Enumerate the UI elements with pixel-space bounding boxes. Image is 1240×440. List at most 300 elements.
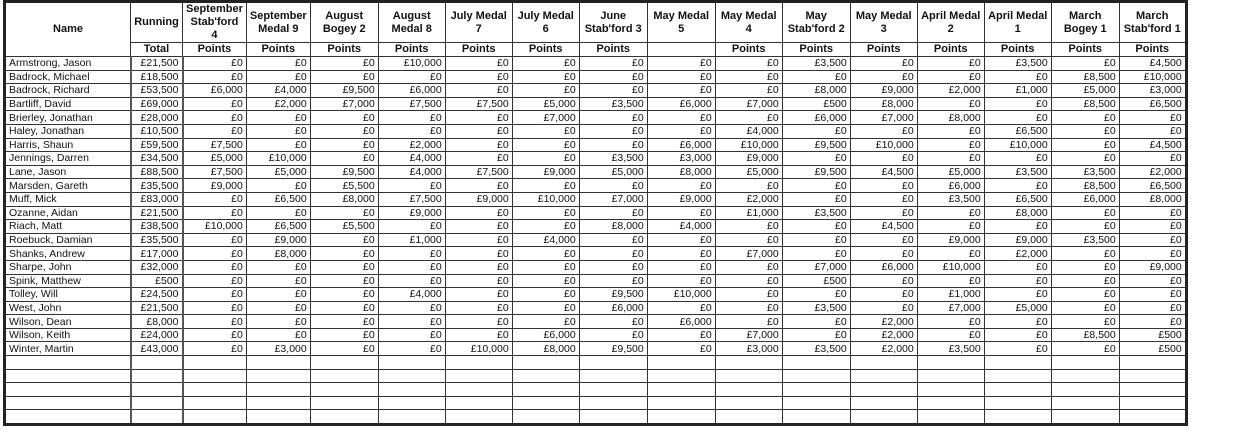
points-cell[interactable]: £0 [378,70,445,84]
points-cell[interactable]: £0 [1119,111,1186,125]
points-cell[interactable]: £0 [579,70,647,84]
points-cell[interactable]: £0 [445,70,512,84]
player-name-cell[interactable]: Ozanne, Aidan [5,206,131,220]
points-cell[interactable]: £3,500 [782,206,850,220]
points-cell[interactable]: £0 [183,233,247,247]
points-cell[interactable]: £9,500 [310,84,378,98]
points-cell[interactable]: £2,000 [378,138,445,152]
player-name-cell[interactable]: Riach, Matt [5,220,131,234]
empty-cell[interactable] [378,396,445,410]
player-name-cell[interactable]: Muff, Mick [5,192,131,206]
empty-cell[interactable] [579,369,647,383]
empty-cell[interactable] [579,356,647,370]
points-cell[interactable]: £0 [445,315,512,329]
points-cell[interactable]: £0 [850,274,917,288]
points-cell[interactable]: £0 [246,70,310,84]
points-cell[interactable]: £0 [378,179,445,193]
player-name-cell[interactable]: Brierley, Jonathan [5,111,131,125]
points-cell[interactable]: £0 [183,315,247,329]
points-cell[interactable]: £0 [310,328,378,342]
points-cell[interactable]: £10,000 [246,152,310,166]
points-cell[interactable]: £0 [984,274,1051,288]
points-cell[interactable]: £0 [512,138,579,152]
points-cell[interactable]: £4,500 [850,220,917,234]
points-cell[interactable]: £8,500 [1051,97,1119,111]
points-cell[interactable]: £1,000 [378,233,445,247]
player-name-cell[interactable]: Shanks, Andrew [5,247,131,261]
points-cell[interactable]: £0 [917,206,984,220]
player-name-cell[interactable]: Haley, Jonathan [5,124,131,138]
player-name-cell[interactable]: Spink, Matthew [5,274,131,288]
points-cell[interactable]: £0 [647,84,715,98]
points-cell[interactable]: £0 [647,57,715,71]
points-cell[interactable]: £8,500 [1051,328,1119,342]
points-cell[interactable]: £0 [445,301,512,315]
column-header-event[interactable]: May Stab'ford 2 [782,2,850,43]
column-header-event[interactable]: June Stab'ford 3 [579,2,647,43]
empty-cell[interactable] [310,410,378,425]
points-cell[interactable]: £0 [579,260,647,274]
points-cell[interactable]: £10,000 [850,138,917,152]
points-cell[interactable]: £0 [378,328,445,342]
points-cell[interactable]: £0 [715,57,782,71]
points-cell[interactable]: £7,000 [715,97,782,111]
empty-cell[interactable] [579,410,647,425]
empty-cell[interactable] [647,410,715,425]
points-cell[interactable]: £0 [310,274,378,288]
points-cell[interactable]: £0 [445,206,512,220]
points-cell[interactable]: £7,000 [850,111,917,125]
running-total-cell[interactable]: £38,500 [131,220,183,234]
points-cell[interactable]: £0 [850,233,917,247]
points-cell[interactable]: £0 [1119,152,1186,166]
points-cell[interactable]: £2,000 [984,247,1051,261]
player-name-cell[interactable]: Badrock, Richard [5,84,131,98]
points-cell[interactable]: £0 [782,70,850,84]
points-cell[interactable]: £0 [917,247,984,261]
points-cell[interactable]: £6,500 [984,124,1051,138]
points-cell[interactable]: £0 [579,247,647,261]
points-cell[interactable]: £7,500 [183,138,247,152]
column-header-event[interactable]: March Stab'ford 1 [1119,2,1186,43]
points-cell[interactable]: £0 [782,288,850,302]
points-cell[interactable]: £1,000 [984,84,1051,98]
points-cell[interactable]: £7,500 [183,165,247,179]
empty-cell[interactable] [1051,396,1119,410]
points-cell[interactable]: £7,000 [917,301,984,315]
points-cell[interactable]: £2,000 [1119,165,1186,179]
points-cell[interactable]: £6,000 [917,179,984,193]
points-cell[interactable]: £3,500 [782,342,850,356]
points-cell[interactable]: £0 [917,328,984,342]
empty-cell[interactable] [1119,396,1186,410]
points-cell[interactable]: £3,000 [246,342,310,356]
points-cell[interactable]: £10,000 [715,138,782,152]
points-cell[interactable]: £0 [310,288,378,302]
points-cell[interactable]: £0 [246,138,310,152]
points-cell[interactable]: £4,000 [246,84,310,98]
points-cell[interactable]: £9,000 [1119,260,1186,274]
points-cell[interactable]: £0 [647,124,715,138]
points-cell[interactable]: £0 [1119,315,1186,329]
points-cell[interactable]: £3,500 [917,192,984,206]
points-cell[interactable]: £0 [378,342,445,356]
points-cell[interactable]: £0 [715,315,782,329]
points-cell[interactable]: £0 [579,138,647,152]
points-cell[interactable]: £7,000 [715,247,782,261]
points-cell[interactable]: £0 [917,220,984,234]
points-cell[interactable]: £0 [1051,288,1119,302]
column-subheader-points[interactable]: Points [246,43,310,57]
column-header-event[interactable]: May Medal 5 [647,2,715,43]
points-cell[interactable]: £0 [1051,220,1119,234]
points-cell[interactable]: £8,000 [647,165,715,179]
points-cell[interactable]: £0 [850,247,917,261]
empty-cell[interactable] [917,410,984,425]
points-cell[interactable]: £0 [445,328,512,342]
points-cell[interactable]: £0 [1119,220,1186,234]
points-cell[interactable]: £3,000 [1119,84,1186,98]
points-cell[interactable]: £0 [246,328,310,342]
points-cell[interactable]: £0 [782,152,850,166]
points-cell[interactable]: £0 [445,179,512,193]
points-cell[interactable]: £0 [183,111,247,125]
points-cell[interactable]: £0 [310,301,378,315]
points-cell[interactable]: £0 [1051,315,1119,329]
empty-cell[interactable] [850,410,917,425]
column-subheader-points[interactable]: Points [782,43,850,57]
points-cell[interactable]: £4,000 [378,288,445,302]
points-cell[interactable]: £0 [310,233,378,247]
points-cell[interactable]: £5,500 [310,220,378,234]
points-cell[interactable]: £7,500 [378,192,445,206]
points-cell[interactable]: £3,000 [647,152,715,166]
points-cell[interactable]: £5,000 [579,165,647,179]
points-cell[interactable]: £0 [647,206,715,220]
empty-cell[interactable] [647,396,715,410]
points-cell[interactable]: £0 [378,260,445,274]
points-cell[interactable]: £0 [512,152,579,166]
points-cell[interactable]: £0 [917,152,984,166]
points-cell[interactable]: £4,000 [512,233,579,247]
empty-cell[interactable] [715,356,782,370]
points-cell[interactable]: £0 [917,315,984,329]
points-cell[interactable]: £0 [984,315,1051,329]
empty-cell[interactable] [715,410,782,425]
points-cell[interactable]: £9,500 [782,138,850,152]
empty-cell[interactable] [715,369,782,383]
points-cell[interactable]: £0 [850,192,917,206]
column-header-event[interactable]: August Bogey 2 [310,2,378,43]
player-name-cell[interactable]: Badrock, Michael [5,70,131,84]
points-cell[interactable]: £6,500 [984,192,1051,206]
points-cell[interactable]: £10,000 [183,220,247,234]
points-cell[interactable]: £0 [183,124,247,138]
empty-cell[interactable] [310,369,378,383]
column-subheader-points[interactable]: Points [445,43,512,57]
points-cell[interactable]: £0 [183,192,247,206]
empty-cell[interactable] [131,410,183,425]
points-cell[interactable]: £4,000 [378,152,445,166]
empty-cell[interactable] [131,383,183,397]
points-cell[interactable]: £0 [850,206,917,220]
points-cell[interactable]: £4,000 [647,220,715,234]
points-cell[interactable]: £0 [1119,274,1186,288]
empty-cell[interactable] [246,369,310,383]
points-cell[interactable]: £2,000 [246,97,310,111]
points-cell[interactable]: £0 [378,247,445,261]
points-cell[interactable]: £0 [850,70,917,84]
empty-cell[interactable] [131,369,183,383]
points-cell[interactable]: £0 [984,70,1051,84]
empty-cell[interactable] [5,383,131,397]
points-cell[interactable]: £8,500 [1051,179,1119,193]
column-subheader-points[interactable]: Points [310,43,378,57]
player-name-cell[interactable]: Roebuck, Damian [5,233,131,247]
points-cell[interactable]: £7,500 [445,97,512,111]
points-cell[interactable]: £0 [1051,260,1119,274]
points-cell[interactable]: £9,000 [917,233,984,247]
points-cell[interactable]: £6,500 [246,192,310,206]
points-cell[interactable]: £0 [445,84,512,98]
points-cell[interactable]: £0 [310,124,378,138]
player-name-cell[interactable]: Armstrong, Jason [5,57,131,71]
points-cell[interactable]: £500 [1119,328,1186,342]
points-cell[interactable]: £0 [647,111,715,125]
empty-cell[interactable] [1051,410,1119,425]
empty-cell[interactable] [5,369,131,383]
points-cell[interactable]: £0 [647,247,715,261]
points-cell[interactable]: £0 [715,84,782,98]
points-cell[interactable]: £9,000 [183,179,247,193]
empty-cell[interactable] [984,383,1051,397]
empty-cell[interactable] [512,383,579,397]
points-cell[interactable]: £0 [310,57,378,71]
empty-cell[interactable] [1051,369,1119,383]
points-cell[interactable]: £0 [579,274,647,288]
points-cell[interactable]: £0 [1119,124,1186,138]
empty-cell[interactable] [1119,356,1186,370]
running-total-cell[interactable]: £21,500 [131,301,183,315]
points-cell[interactable]: £5,000 [917,165,984,179]
points-cell[interactable]: £0 [1051,206,1119,220]
points-cell[interactable]: £0 [378,315,445,329]
points-cell[interactable]: £4,500 [1119,138,1186,152]
running-total-cell[interactable]: £43,000 [131,342,183,356]
points-cell[interactable]: £0 [917,138,984,152]
points-cell[interactable]: £0 [378,274,445,288]
points-cell[interactable]: £9,000 [512,165,579,179]
empty-cell[interactable] [512,410,579,425]
running-total-cell[interactable]: £35,500 [131,179,183,193]
points-cell[interactable]: £0 [246,260,310,274]
empty-cell[interactable] [984,369,1051,383]
points-cell[interactable]: £0 [512,288,579,302]
points-cell[interactable]: £0 [445,124,512,138]
points-cell[interactable]: £0 [647,179,715,193]
column-header-name[interactable]: Name [5,2,131,57]
points-cell[interactable]: £0 [782,328,850,342]
points-cell[interactable]: £0 [512,179,579,193]
points-cell[interactable]: £0 [984,288,1051,302]
points-cell[interactable]: £9,000 [445,192,512,206]
empty-cell[interactable] [183,356,247,370]
empty-cell[interactable] [246,383,310,397]
points-cell[interactable]: £500 [1119,342,1186,356]
points-cell[interactable]: £0 [715,260,782,274]
points-cell[interactable]: £7,500 [378,97,445,111]
points-cell[interactable]: £0 [984,152,1051,166]
points-cell[interactable]: £4,000 [715,124,782,138]
points-cell[interactable]: £5,000 [512,97,579,111]
points-cell[interactable]: £3,500 [1051,233,1119,247]
running-total-cell[interactable]: £21,500 [131,206,183,220]
points-cell[interactable]: £0 [445,138,512,152]
points-cell[interactable]: £0 [512,315,579,329]
column-header-event[interactable]: August Medal 8 [378,2,445,43]
points-cell[interactable]: £0 [1119,301,1186,315]
running-total-cell[interactable]: £8,000 [131,315,183,329]
points-cell[interactable]: £0 [715,179,782,193]
empty-cell[interactable] [782,356,850,370]
column-header-event[interactable]: July Medal 6 [512,2,579,43]
points-cell[interactable]: £0 [579,111,647,125]
points-cell[interactable]: £10,000 [647,288,715,302]
points-cell[interactable]: £10,000 [445,342,512,356]
points-cell[interactable]: £9,000 [984,233,1051,247]
empty-cell[interactable] [183,410,247,425]
running-total-cell[interactable]: £28,000 [131,111,183,125]
running-total-cell[interactable]: £10,500 [131,124,183,138]
running-total-cell[interactable]: £83,000 [131,192,183,206]
empty-cell[interactable] [850,369,917,383]
running-total-cell[interactable]: £17,000 [131,247,183,261]
column-header-event[interactable]: April Medal 1 [984,2,1051,43]
points-cell[interactable]: £0 [246,288,310,302]
points-cell[interactable]: £2,000 [917,84,984,98]
points-cell[interactable]: £0 [310,342,378,356]
points-cell[interactable]: £10,000 [378,57,445,71]
points-cell[interactable]: £0 [512,70,579,84]
points-cell[interactable]: £7,500 [445,165,512,179]
empty-cell[interactable] [310,356,378,370]
column-subheader-points[interactable]: Points [378,43,445,57]
points-cell[interactable]: £0 [445,274,512,288]
points-cell[interactable]: £0 [647,260,715,274]
empty-cell[interactable] [579,396,647,410]
column-header-event[interactable]: May Medal 4 [715,2,782,43]
points-cell[interactable]: £3,500 [1051,165,1119,179]
points-cell[interactable]: £0 [378,220,445,234]
points-cell[interactable]: £0 [984,220,1051,234]
player-name-cell[interactable]: Sharpe, John [5,260,131,274]
points-cell[interactable]: £0 [445,288,512,302]
points-cell[interactable]: £4,000 [378,165,445,179]
points-cell[interactable]: £5,000 [715,165,782,179]
empty-cell[interactable] [378,383,445,397]
points-cell[interactable]: £0 [715,220,782,234]
points-cell[interactable]: £5,000 [1051,84,1119,98]
running-total-cell[interactable]: £32,000 [131,260,183,274]
points-cell[interactable]: £6,000 [1051,192,1119,206]
points-cell[interactable]: £10,000 [512,192,579,206]
points-cell[interactable]: £0 [1051,342,1119,356]
points-cell[interactable]: £0 [246,315,310,329]
points-cell[interactable]: £0 [579,328,647,342]
points-cell[interactable]: £5,000 [246,165,310,179]
points-cell[interactable]: £0 [445,111,512,125]
empty-cell[interactable] [131,396,183,410]
points-cell[interactable]: £0 [183,247,247,261]
empty-cell[interactable] [246,396,310,410]
empty-cell[interactable] [984,356,1051,370]
empty-cell[interactable] [647,356,715,370]
points-cell[interactable]: £0 [917,97,984,111]
points-cell[interactable]: £10,000 [984,138,1051,152]
points-cell[interactable]: £500 [782,274,850,288]
points-cell[interactable]: £9,000 [850,84,917,98]
column-header-event[interactable]: July Medal 7 [445,2,512,43]
points-cell[interactable]: £0 [579,124,647,138]
points-cell[interactable]: £10,000 [917,260,984,274]
points-cell[interactable]: £0 [782,247,850,261]
points-cell[interactable]: £0 [310,111,378,125]
points-cell[interactable]: £0 [183,70,247,84]
empty-cell[interactable] [445,369,512,383]
empty-cell[interactable] [782,369,850,383]
points-cell[interactable]: £0 [246,57,310,71]
points-cell[interactable]: £0 [445,57,512,71]
points-cell[interactable]: £3,500 [917,342,984,356]
empty-cell[interactable] [1119,410,1186,425]
points-cell[interactable]: £0 [850,57,917,71]
points-cell[interactable]: £0 [1119,206,1186,220]
points-cell[interactable]: £0 [445,152,512,166]
points-cell[interactable]: £3,500 [782,57,850,71]
points-cell[interactable]: £0 [850,288,917,302]
points-cell[interactable]: £0 [512,124,579,138]
points-cell[interactable]: £9,500 [782,165,850,179]
points-cell[interactable]: £6,000 [378,84,445,98]
empty-cell[interactable] [183,396,247,410]
points-cell[interactable]: £0 [647,233,715,247]
points-cell[interactable]: £0 [917,124,984,138]
running-total-cell[interactable]: £21,500 [131,57,183,71]
points-cell[interactable]: £7,000 [579,192,647,206]
empty-cell[interactable] [310,383,378,397]
points-cell[interactable]: £0 [1119,233,1186,247]
points-cell[interactable]: £7,000 [715,328,782,342]
points-cell[interactable]: £2,000 [850,342,917,356]
points-cell[interactable]: £0 [378,111,445,125]
points-cell[interactable]: £0 [246,274,310,288]
points-cell[interactable]: £0 [1051,124,1119,138]
points-cell[interactable]: £6,000 [647,315,715,329]
running-total-cell[interactable]: £35,500 [131,233,183,247]
points-cell[interactable]: £3,500 [984,165,1051,179]
points-cell[interactable]: £0 [782,233,850,247]
points-cell[interactable]: £8,000 [917,111,984,125]
empty-cell[interactable] [5,410,131,425]
column-subheader-points[interactable] [647,43,715,57]
points-cell[interactable]: £0 [183,206,247,220]
points-cell[interactable]: £0 [647,274,715,288]
empty-cell[interactable] [445,383,512,397]
points-cell[interactable]: £3,000 [715,342,782,356]
points-cell[interactable]: £0 [579,179,647,193]
points-cell[interactable]: £0 [647,301,715,315]
player-name-cell[interactable]: Jennings, Darren [5,152,131,166]
